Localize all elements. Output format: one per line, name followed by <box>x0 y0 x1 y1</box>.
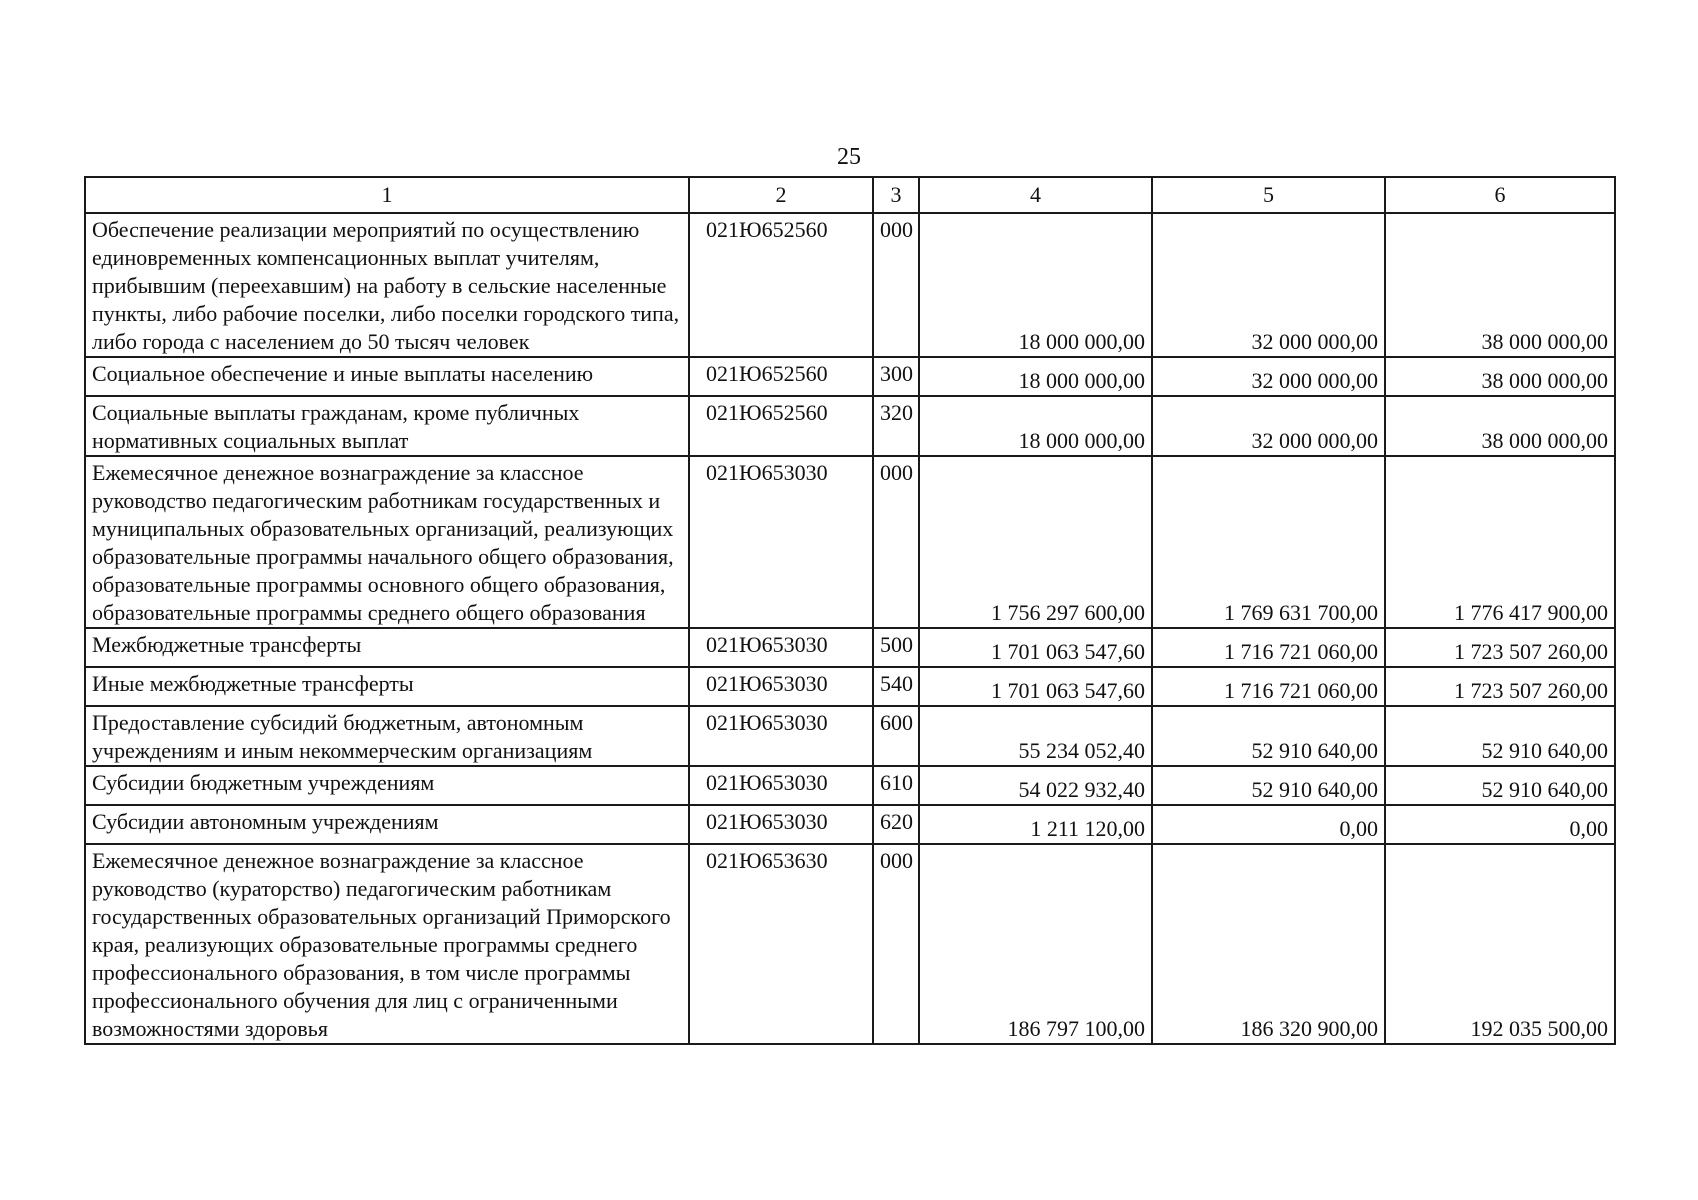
row-type-code: 620 <box>873 805 919 844</box>
row-type-code: 540 <box>873 667 919 706</box>
row-type-code: 320 <box>873 396 919 456</box>
row-name: Субсидии автономным учреждениям <box>85 805 689 844</box>
row-amount-col6: 1 776 417 900,00 <box>1385 456 1615 628</box>
row-amount-col6: 38 000 000,00 <box>1385 357 1615 396</box>
row-amount-col4: 1 701 063 547,60 <box>919 628 1152 667</box>
row-amount-col6: 52 910 640,00 <box>1385 766 1615 805</box>
row-code: 021Ю653030 <box>689 706 873 766</box>
row-amount-col6: 52 910 640,00 <box>1385 706 1615 766</box>
row-name: Ежемесячное денежное вознаграждение за классное руководство педагогическим работникам государственных и муниципальных образовательных организаций, реализующих образовательные программы начального общего образования, образовательные программы основного общего образования, образовательные программы среднего общего образования <box>85 456 689 628</box>
row-amount-col4: 54 022 932,40 <box>919 766 1152 805</box>
row-code: 021Ю652560 <box>689 357 873 396</box>
row-type-code: 000 <box>873 213 919 357</box>
row-type-code: 000 <box>873 456 919 628</box>
row-name: Иные межбюджетные трансферты <box>85 667 689 706</box>
row-amount-col5: 52 910 640,00 <box>1152 706 1385 766</box>
row-amount-col6: 192 035 500,00 <box>1385 844 1615 1044</box>
row-amount-col5: 186 320 900,00 <box>1152 844 1385 1044</box>
row-code: 021Ю652560 <box>689 396 873 456</box>
table-row <box>85 396 1615 456</box>
row-name: Социальное обеспечение и иные выплаты населению <box>85 357 689 396</box>
column-header-3: 3 <box>873 177 919 213</box>
row-type-code: 610 <box>873 766 919 805</box>
row-amount-col5: 32 000 000,00 <box>1152 213 1385 357</box>
table-row <box>85 628 1615 667</box>
row-name: Межбюджетные трансферты <box>85 628 689 667</box>
row-amount-col6: 0,00 <box>1385 805 1615 844</box>
row-amount-col4: 1 756 297 600,00 <box>919 456 1152 628</box>
table-row <box>85 357 1615 396</box>
row-amount-col5: 1 716 721 060,00 <box>1152 628 1385 667</box>
row-code: 021Ю653030 <box>689 456 873 628</box>
row-amount-col4: 1 211 120,00 <box>919 805 1152 844</box>
row-amount-col4: 18 000 000,00 <box>919 213 1152 357</box>
table-row <box>85 706 1615 766</box>
column-header-1: 1 <box>85 177 689 213</box>
row-name: Ежемесячное денежное вознаграждение за классное руководство (кураторство) педагогическим работникам государственных образовательных организаций Приморского края, реализующих образовательные программы среднего профессионального образования, в том числе программы профессионального обучения для лиц с ограниченными возможностями здоровья <box>85 844 689 1044</box>
row-amount-col4: 186 797 100,00 <box>919 844 1152 1044</box>
row-code: 021Ю653030 <box>689 766 873 805</box>
row-amount-col5: 0,00 <box>1152 805 1385 844</box>
row-type-code: 300 <box>873 357 919 396</box>
row-amount-col5: 1 716 721 060,00 <box>1152 667 1385 706</box>
row-name: Обеспечение реализации мероприятий по осуществлению единовременных компенсационных выплат учителям, прибывшим (переехавшим) на работу в сельские населенные пункты, либо рабочие поселки, либо поселки городского типа, либо города с населением до 50 тысяч человек <box>85 213 689 357</box>
row-code: 021Ю653030 <box>689 667 873 706</box>
row-amount-col5: 32 000 000,00 <box>1152 357 1385 396</box>
table-row <box>85 667 1615 706</box>
table-row <box>85 844 1615 1044</box>
table-row <box>85 766 1615 805</box>
row-amount-col4: 18 000 000,00 <box>919 396 1152 456</box>
row-amount-col5: 1 769 631 700,00 <box>1152 456 1385 628</box>
row-amount-col6: 38 000 000,00 <box>1385 213 1615 357</box>
row-amount-col4: 55 234 052,40 <box>919 706 1152 766</box>
row-code: 021Ю653030 <box>689 628 873 667</box>
row-amount-col6: 1 723 507 260,00 <box>1385 628 1615 667</box>
table-row <box>85 456 1615 628</box>
table-row <box>85 805 1615 844</box>
row-type-code: 000 <box>873 844 919 1044</box>
page-number: 25 <box>837 144 861 170</box>
row-amount-col6: 38 000 000,00 <box>1385 396 1615 456</box>
row-amount-col6: 1 723 507 260,00 <box>1385 667 1615 706</box>
row-amount-col4: 1 701 063 547,60 <box>919 667 1152 706</box>
row-name: Субсидии бюджетным учреждениям <box>85 766 689 805</box>
column-header-5: 5 <box>1152 177 1385 213</box>
column-number-row <box>85 177 1615 213</box>
row-code: 021Ю652560 <box>689 213 873 357</box>
row-code: 021Ю653630 <box>689 844 873 1044</box>
row-type-code: 600 <box>873 706 919 766</box>
row-amount-col4: 18 000 000,00 <box>919 357 1152 396</box>
column-header-6: 6 <box>1385 177 1615 213</box>
column-header-4: 4 <box>919 177 1152 213</box>
budget-table <box>84 176 1616 1045</box>
table-row <box>85 213 1615 357</box>
row-type-code: 500 <box>873 628 919 667</box>
row-name: Социальные выплаты гражданам, кроме публичных нормативных социальных выплат <box>85 396 689 456</box>
column-header-2: 2 <box>689 177 873 213</box>
row-name: Предоставление субсидий бюджетным, автономным учреждениям и иным некоммерческим организациям <box>85 706 689 766</box>
row-code: 021Ю653030 <box>689 805 873 844</box>
row-amount-col5: 52 910 640,00 <box>1152 766 1385 805</box>
row-amount-col5: 32 000 000,00 <box>1152 396 1385 456</box>
